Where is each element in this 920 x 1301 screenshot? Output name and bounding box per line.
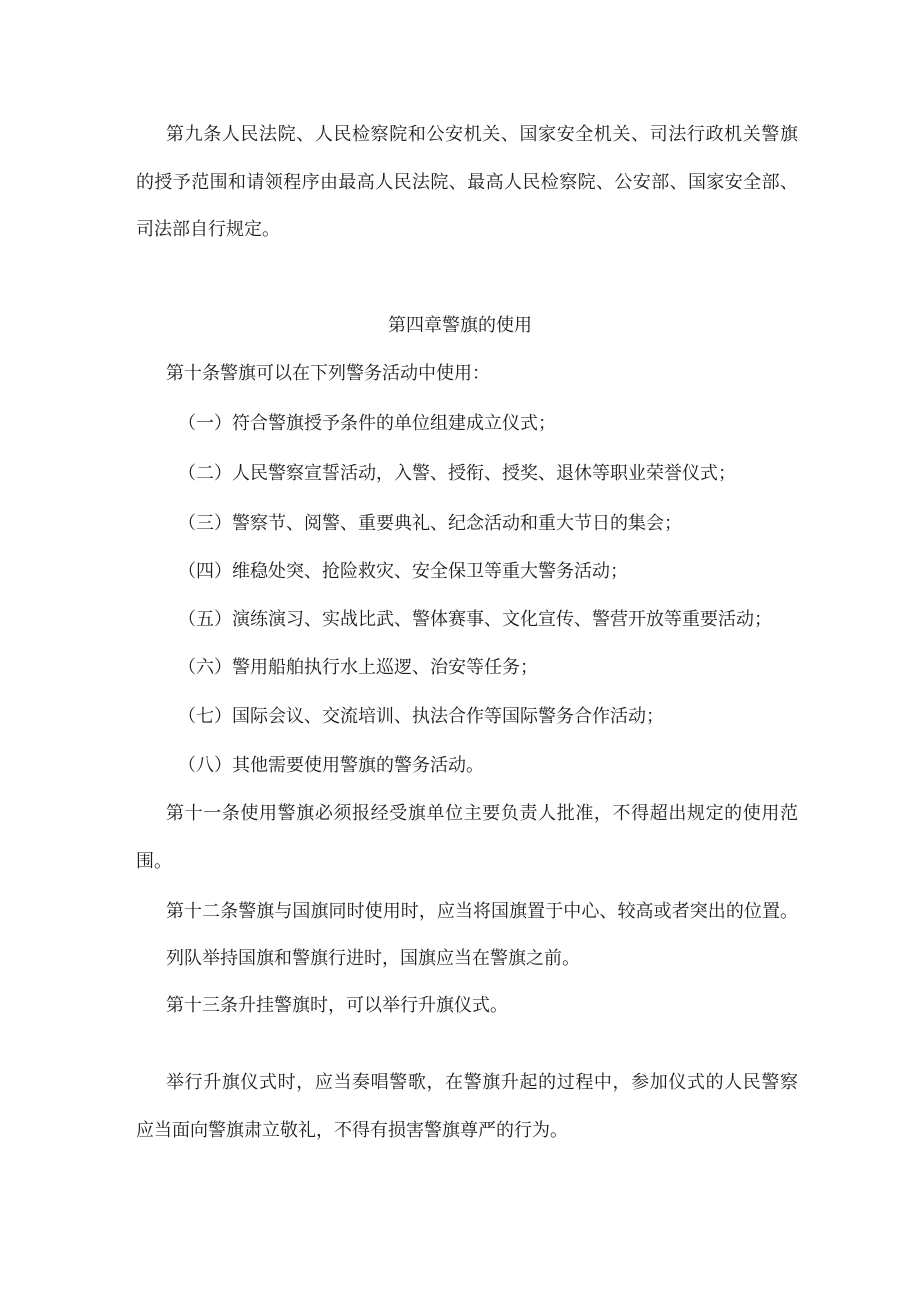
- article12-line1: 第十二条警旗与国旗同时使用时，应当将国旗置于中心、较高或者突出的位置。: [166, 901, 798, 922]
- list-item: （五）演练演习、实战比武、警体赛事、文化宣传、警营开放等重要活动；: [178, 609, 772, 630]
- article9-line1: 第九条人民法院、人民检察院和公安机关、国家安全机关、司法行政机关警旗: [166, 124, 798, 145]
- article10-intro: 第十条警旗可以在下列警务活动中使用：: [166, 363, 490, 384]
- list-item: （八）其他需要使用警旗的警务活动。: [178, 755, 484, 776]
- list-item: （二）人民警察宣誓活动，入警、授衔、授奖、退休等职业荣誉仪式；: [178, 463, 736, 484]
- ceremony-line1: 举行升旗仪式时，应当奏唱警歌，在警旗升起的过程中，参加仪式的人民警察: [166, 1072, 798, 1093]
- article13-line1: 第十三条升挂警旗时，可以举行升旗仪式。: [166, 995, 508, 1016]
- article11-line1: 第十一条使用警旗必须报经受旗单位主要负责人批准，不得超出规定的使用范: [166, 803, 798, 824]
- article9-line3: 司法部自行规定。: [136, 219, 280, 240]
- ceremony-line2: 应当面向警旗肃立敬礼，不得有损害警旗尊严的行为。: [136, 1120, 568, 1141]
- list-item: （三）警察节、阅警、重要典礼、纪念活动和重大节日的集会；: [178, 513, 682, 534]
- article9-line2: 的授予范围和请领程序由最高人民法院、最高人民检察院、公安部、国家安全部、: [136, 172, 798, 193]
- list-item: （一）符合警旗授予条件的单位组建成立仪式；: [178, 413, 556, 434]
- chapter-heading: 第四章警旗的使用: [388, 315, 532, 336]
- list-item: （四）维稳处突、抢险救灾、安全保卫等重大警务活动；: [178, 561, 628, 582]
- article11-line2: 围。: [136, 851, 172, 872]
- article12-line2: 列队举持国旗和警旗行进时，国旗应当在警旗之前。: [166, 948, 580, 969]
- list-item: （六）警用船舶执行水上巡逻、治安等任务；: [178, 657, 538, 678]
- list-item: （七）国际会议、交流培训、执法合作等国际警务合作活动；: [178, 706, 664, 727]
